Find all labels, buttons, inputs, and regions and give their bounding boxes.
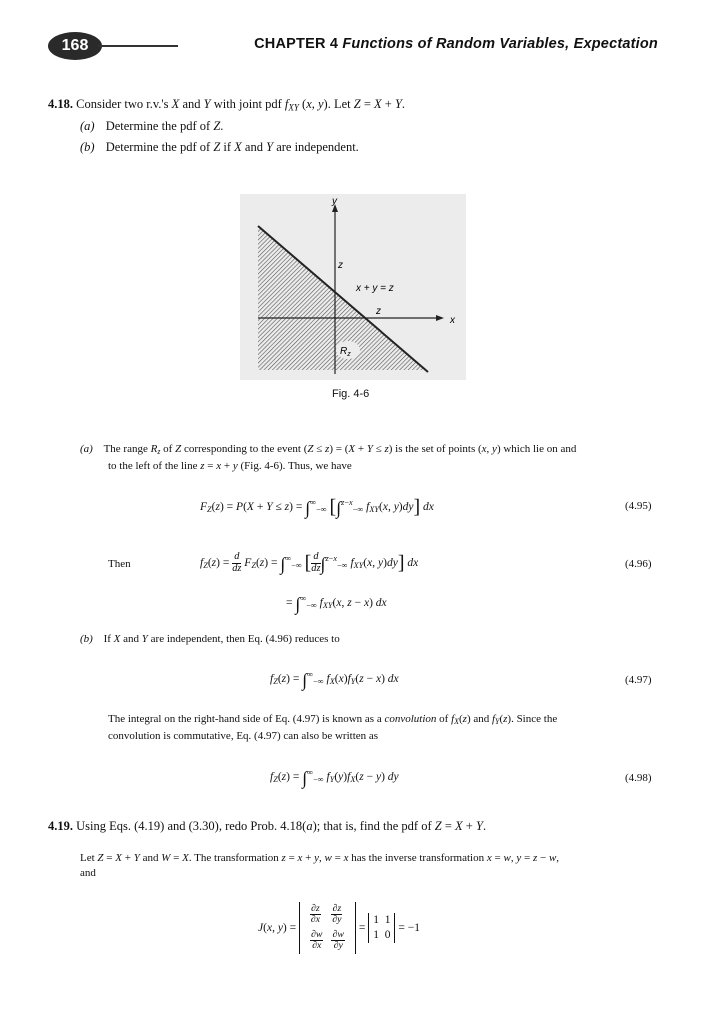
equation-number: (4.97) <box>625 674 652 686</box>
chapter-label: CHAPTER 4 <box>254 36 339 52</box>
problem-4-18-statement: 4.18. Consider two r.v.'s X and Y with joint pdf $f_{XY}$ (x, y). Let Z = X + Y. <box>48 97 406 113</box>
z-intercept-y-label: z <box>338 260 343 271</box>
chapter-title: Functions of Random Variables, Expectation <box>342 36 658 52</box>
figure-4-6 <box>240 194 466 380</box>
problem-4-19-statement: 4.19. Using Eqs. (4.19) and (3.30), redo Prob. 4.18(a); that is, find the pdf of Z = X + Y. <box>48 819 487 833</box>
line-equation-label: x + y = z <box>356 283 394 294</box>
part-label: (b) <box>80 633 93 645</box>
equation-number: (4.98) <box>625 772 652 784</box>
z-intercept-x-label: z <box>376 306 381 317</box>
equation-number: (4.95) <box>625 500 652 512</box>
solution-a-text: (a) The range $R_z$ of Z corresponding to the event (Z ≤ z) = (X + Y ≤ z) is the set of points (x, y) which lie on and to the left of the line z = x + y (Fig. 4-6). Thus, we have <box>80 443 577 472</box>
problem-4-18-part-a: (a) Determine the pdf of Z. <box>80 119 224 133</box>
part-label: (a) <box>80 119 95 133</box>
y-axis-label: y <box>332 196 337 207</box>
figure-caption: Fig. 4-6 <box>332 388 370 400</box>
jacobian-equation: J(x, y) = $\frac{\partial z}{\partial x}$ $\frac{\partial z}{\partial y}$ $\frac{\partial w}{\partial x}$ $\frac{\partial w}{\partial y}$ = 1 1 1 0 = −1 <box>258 902 420 954</box>
problem-number: 4.19. <box>48 819 73 833</box>
x-axis-label: x <box>450 315 455 326</box>
equation-4-96-line-2: = $\int^\infty_{-\infty}$ $f_{XY}(x$, z − x) dx <box>286 594 387 614</box>
part-label: (a) <box>80 443 93 455</box>
equation-4-98: $f_Z(z) = \int^\infty_{-\infty}$ $f_Y(y)f_X(z - y)$ dy <box>270 768 399 788</box>
problem-4-18-part-b: (b) Determine the pdf of Z if X and Y are independent. <box>80 140 359 154</box>
then-label: Then <box>108 558 131 570</box>
equation-4-96: $f_Z(z)$ = $\frac{d}{dz}$ $F_Z(z) = \int^\infty_{-\infty}$ [ $\frac{d}{dz}$ ∫$^{z-x}_{-\infty}$ $f_{XY}(x$, y)dy] dx <box>200 551 419 574</box>
region-rz-label: $R_z$ <box>340 346 351 358</box>
header-rule <box>98 45 178 47</box>
solution-b-convolution-text: The integral on the right-hand side of Eq. (4.97) is known as a convolution of $f_X(z)$ and $f_Y(z)$. Since the convolution is commutative, Eq. (4.97) can also be written as <box>108 713 558 742</box>
equation-4-95: $F_Z(z) = P(X + Y \le z) = \int^\infty_{-\infty}$ [∫$^{z-x}_{-\infty}$ $f_{XY}(x$, y)dy] dx <box>200 496 434 518</box>
problem-4-19-text: Let Z = X + Y and W = X. The transformation z = x + y, w = x has the inverse transformation x = w, y = z − w, and <box>80 852 560 879</box>
equation-4-97: $f_Z(z) = \int^\infty_{-\infty}$ $f_X(x)f_Y(z - x)$ dx <box>270 670 399 690</box>
solution-b-text: (b) If X and Y are independent, then Eq. (4.96) reduces to <box>80 633 340 645</box>
page-number-badge: 168 <box>48 32 102 60</box>
problem-number: 4.18. <box>48 97 73 111</box>
running-header <box>254 36 658 52</box>
part-label: (b) <box>80 140 95 154</box>
equation-number: (4.96) <box>625 558 652 570</box>
